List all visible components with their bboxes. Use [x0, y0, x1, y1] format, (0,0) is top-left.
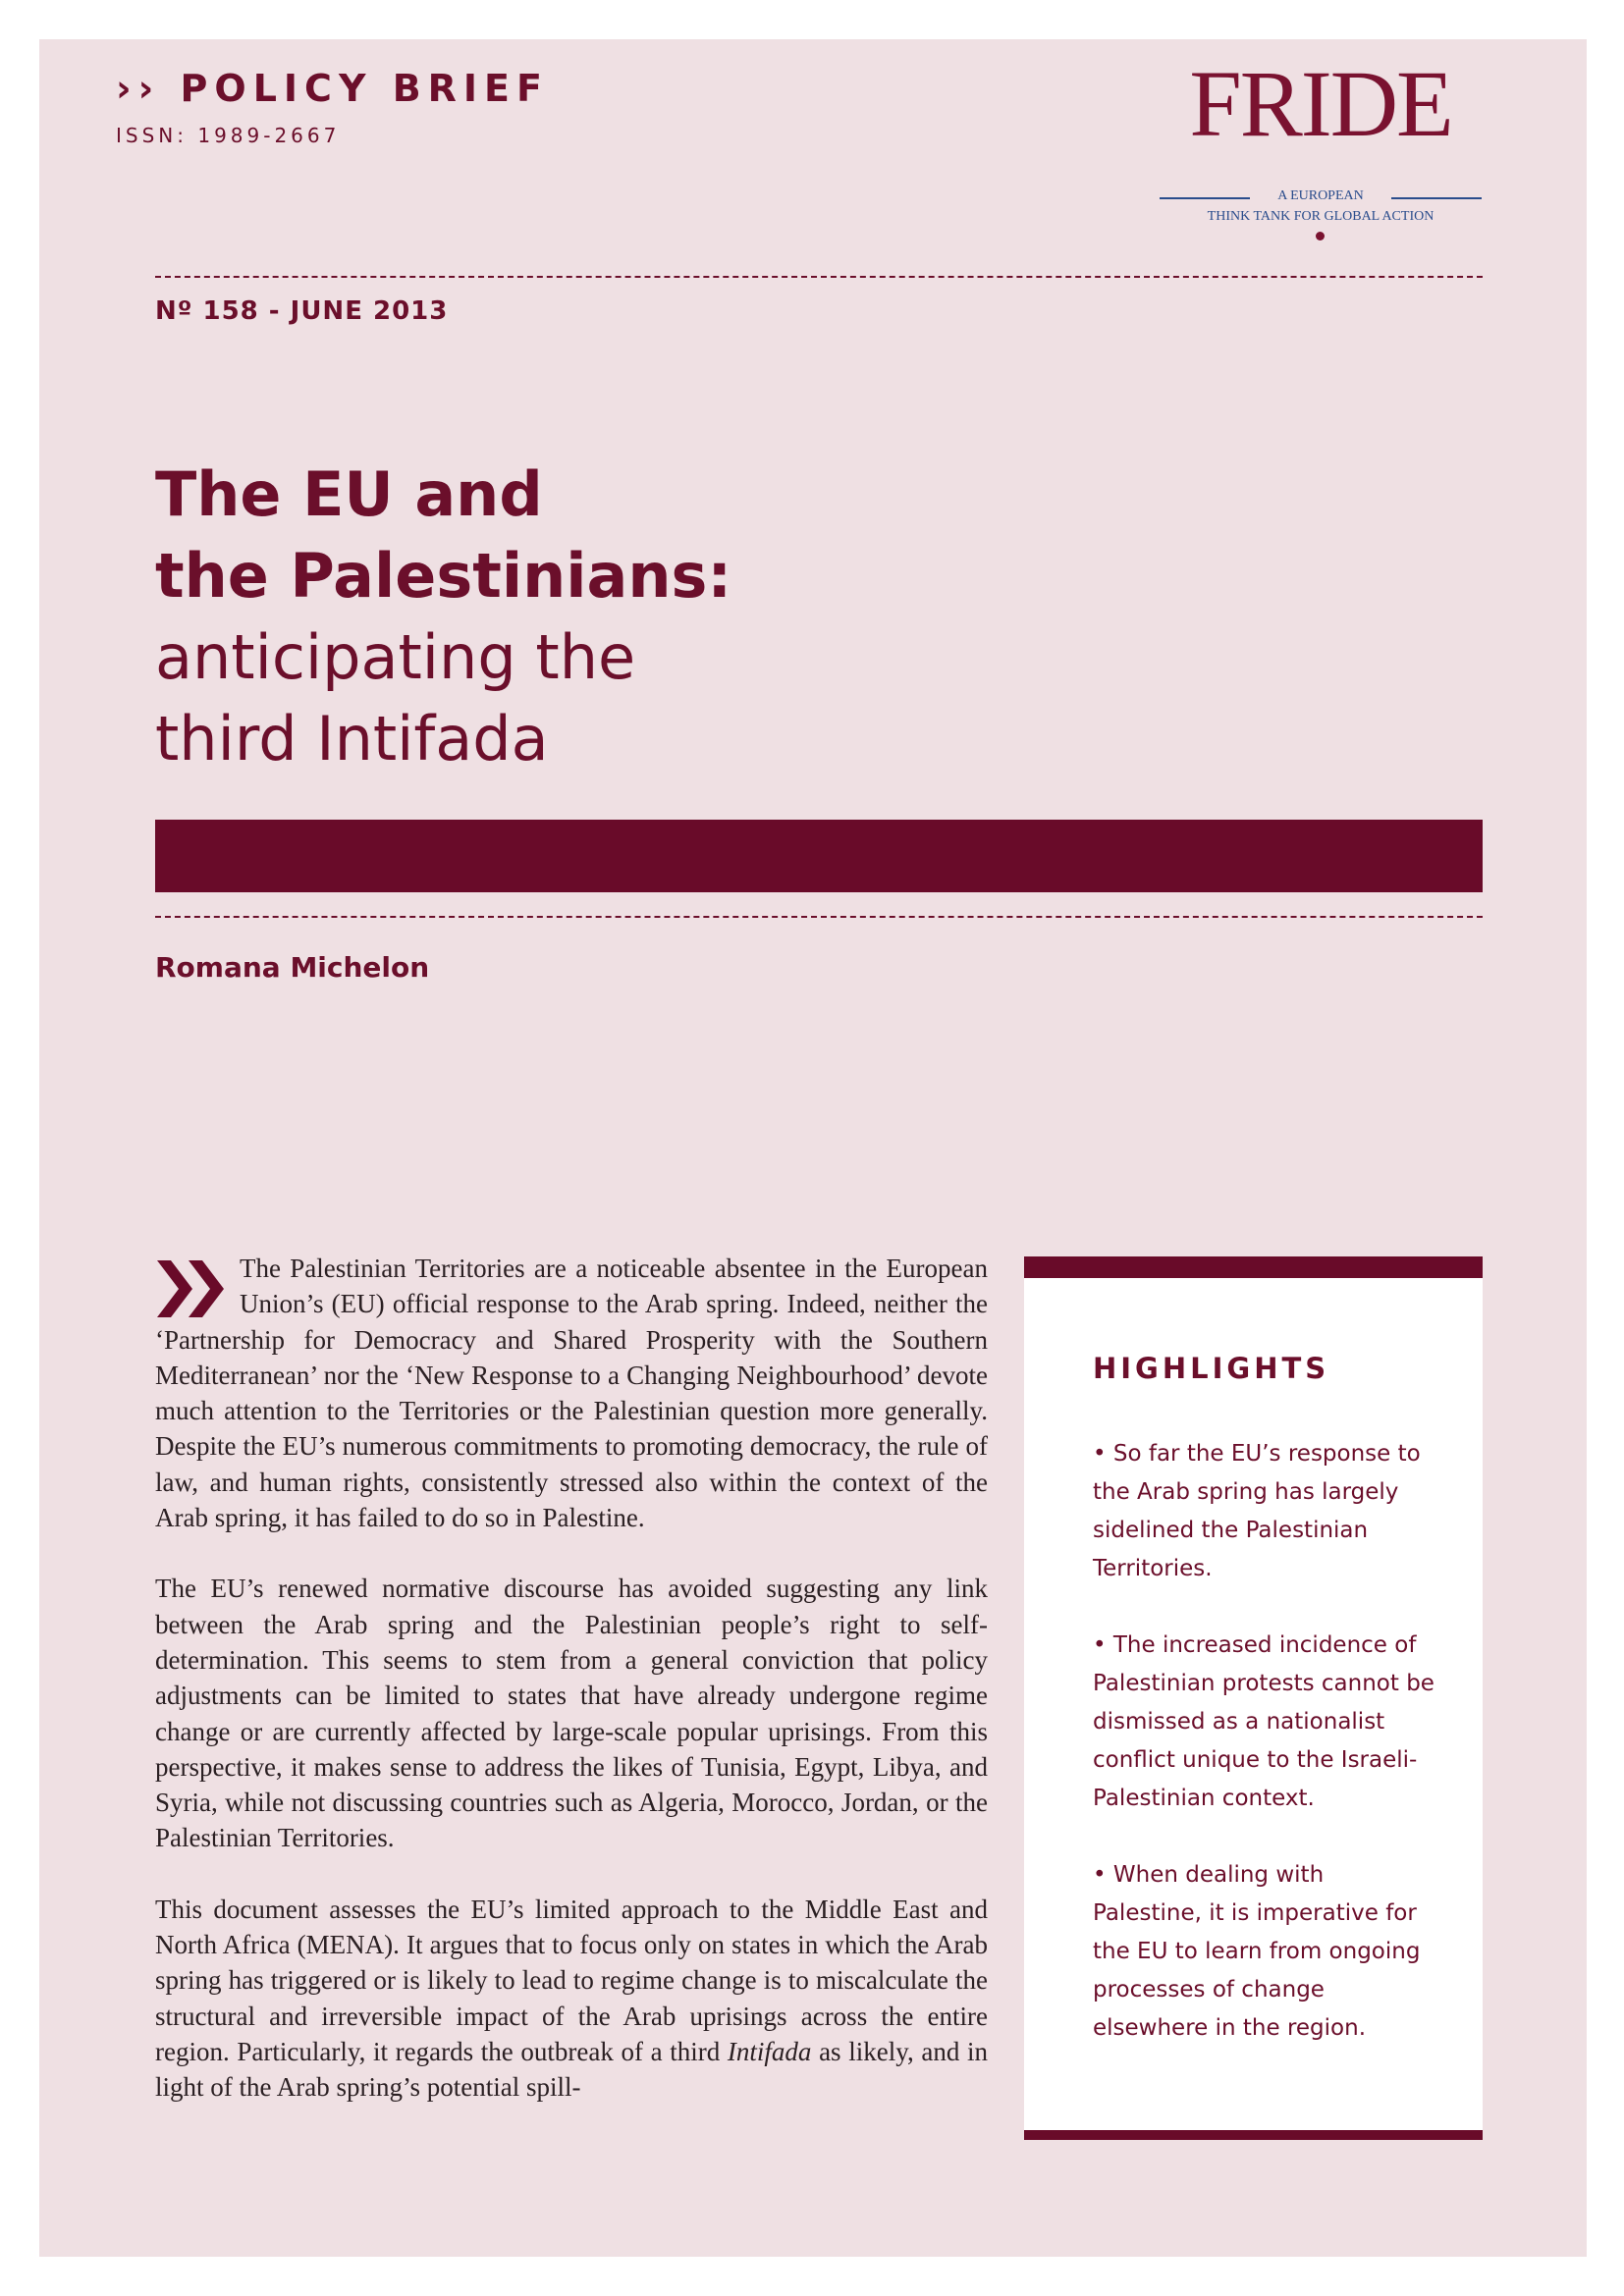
body-text: [155, 1251, 988, 2141]
highlight-item: • The increased incidence of Palestinian protests cannot be dismissed as a nationalist conflict unique to the Israeli-Palestinian context.: [1093, 1632, 1435, 1811]
double-chevron-icon: [155, 1256, 234, 1321]
series-label: ›› POLICY BRIEF: [116, 67, 549, 110]
title-line-2: the Palestinians:: [155, 540, 732, 612]
issn-label: ISSN: 1989-2667: [116, 124, 341, 147]
issue-number: Nº 158 - JUNE 2013: [155, 296, 449, 326]
body-paragraph-2: The EU’s renewed normative discourse has avoided suggesting any link between the Arab spring and the Palestinian people’s right to self-determination. This seems to stem from a general conviction that policy adjustments can be limited to states that have already undergone regime change or are currently affected by large-scale popular uprisings. From this perspective, it makes sense to address the likes of Tunisia, Egypt, Libya, and Syria, while not discussing countries such as Algeria, Morocco, Jordan, or the Palestinian Territories.: [155, 1574, 988, 1853]
fride-logo: [1154, 51, 1488, 243]
highlights-list: [1093, 1435, 1436, 2086]
page-title: [155, 454, 731, 779]
title-line-3: anticipating the: [155, 621, 636, 693]
title-line-4: third Intifada: [155, 703, 549, 774]
body-paragraph-3-text: This document assesses the EU’s limited approach to the Middle East and North Africa (MENA). It argues that to focus only on states in which the Arab spring has triggered or is likely to lead to regime change is to miscalculate the structural and irreversible impact of the Arab uprisings across the entire region. Particularly, it regards the outbreak of a third: [155, 1894, 988, 2066]
logo-tagline-2: THINK TANK FOR GLOBAL ACTION: [1207, 209, 1435, 224]
body-paragraph-3: [155, 1892, 988, 2106]
logo-wordmark: FRIDE: [1189, 51, 1452, 156]
logo-tagline-1: A EUROPEAN: [1277, 188, 1364, 203]
highlights-box: [1024, 1256, 1483, 2140]
body-paragraph-3-tail: as likely, and in light of the Arab spring’s potential spill-: [155, 2036, 988, 2103]
intifada-italic: Intifada: [727, 2036, 812, 2066]
highlights-title: HIGHLIGHTS: [1093, 1352, 1330, 1385]
title-bar: [155, 820, 1483, 892]
body-paragraph-1: [155, 1251, 988, 1535]
title-line-1: The EU and: [155, 458, 543, 530]
author-name: Romana Michelon: [155, 951, 430, 984]
author-divider: [155, 916, 1483, 918]
highlight-item: • So far the EU’s response to the Arab spring has largely sidelined the Palestinian Territories.: [1093, 1441, 1421, 1581]
logo-dot: [1316, 232, 1325, 240]
highlight-item: • When dealing with Palestine, it is imperative for the EU to learn from ongoing processes of change elsewhere in the region.: [1093, 1862, 1421, 2041]
body-paragraph-1-text: The Palestinian Territories are a noticeable absentee in the European Union’s (EU) official response to the Arab spring. Indeed, neither the ‘Partnership for Democracy and Shared Prosperity with the Southern Mediterranean’ nor the ‘New Response to a Changing Neighbourhood’ devote much attention to the Territories or the Palestinian question more generally. Despite the EU’s numerous commitments to promoting democracy, the rule of law, and human rights, consistently stressed also within the context of the Arab spring, it has failed to do so in Palestine.: [155, 1254, 988, 1533]
header-divider: [155, 276, 1483, 278]
